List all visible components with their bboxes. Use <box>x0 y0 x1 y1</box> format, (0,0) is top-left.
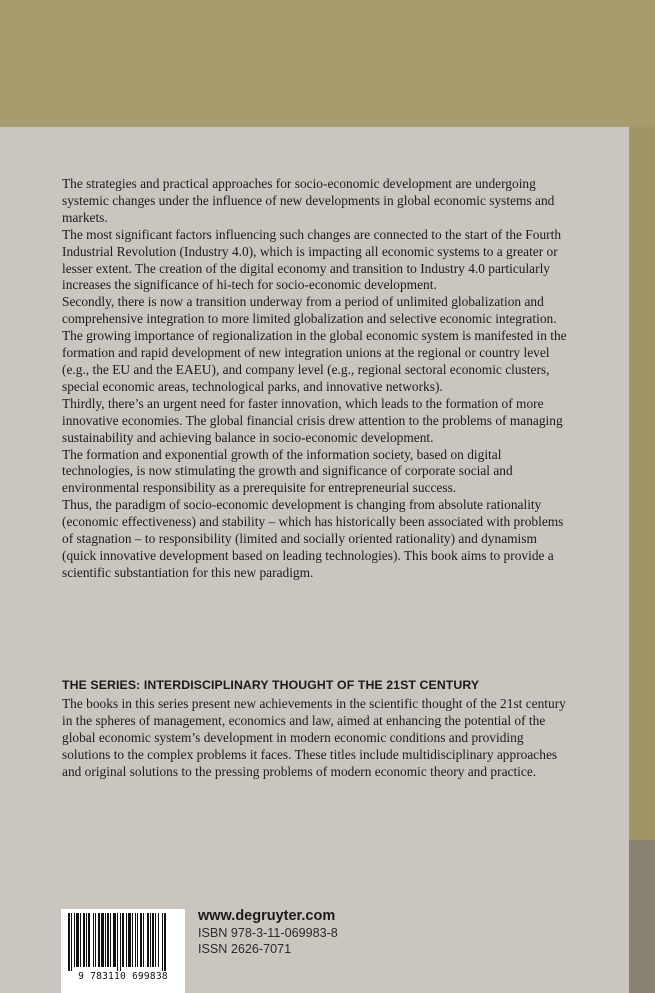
barcode-bar <box>74 913 75 967</box>
barcode-bar <box>155 913 156 967</box>
blurb-text <box>62 176 572 582</box>
barcode-bar <box>113 913 116 967</box>
blurb-paragraph: Thirdly, there’s an urgent need for faster innovation, which leads to the formation of more innovative economies. The global financial crisis drew attention to the problems of managing sustainability and achieving balance in socio-economic development. <box>62 395 563 445</box>
barcode-bar <box>128 913 131 967</box>
isbn-barcode <box>61 909 185 993</box>
barcode-bar <box>93 913 94 967</box>
barcode-bar <box>164 913 166 971</box>
barcode-bar <box>152 913 154 967</box>
barcode-bar <box>71 913 72 971</box>
barcode-bar <box>83 913 85 967</box>
barcode-bar <box>68 913 70 971</box>
barcode-bar <box>110 913 111 967</box>
barcode-bar <box>158 913 159 967</box>
back-cover-panel <box>0 127 629 993</box>
barcode-bar <box>105 913 106 967</box>
barcode-bar <box>86 913 87 967</box>
blurb-paragraph: The strategies and practical approaches for socio-economic development are undergoing systemic changes under the influence of new developments in global economic systems and markets. <box>62 176 555 225</box>
barcode-bar <box>126 913 127 967</box>
barcode-bar <box>137 913 138 967</box>
barcode-bar <box>95 913 96 967</box>
issn-number: ISSN 2626-7071 <box>198 942 292 956</box>
barcode-bar <box>88 913 90 967</box>
barcode-bar <box>80 913 81 967</box>
barcode-bar <box>162 913 163 971</box>
barcode-bar <box>122 913 124 967</box>
barcode-bar <box>150 913 151 967</box>
blurb-paragraph: Thus, the paradigm of socio-economic development is changing from absolute rationality (economic effectiveness) and stability – which has historically been associated with problems of stagnation – to responsibility (limited and socially oriented rationality) and dynamism (quick innovative development based on leading technologies). This book aims to provide a scientific substantiation for this new paradigm. <box>62 497 564 580</box>
publisher-url: www.degruyter.com <box>198 908 336 924</box>
barcode-digits: 9 783110 699838 <box>78 971 168 982</box>
publisher-info <box>198 907 338 957</box>
cover-top-band <box>0 0 655 127</box>
barcode-bar <box>132 913 133 967</box>
barcode-bar <box>76 913 79 967</box>
barcode-bar <box>117 913 118 971</box>
cover-spine-edge-lower <box>629 840 655 993</box>
blurb-paragraph: Secondly, there is now a transition underway from a period of unlimited globalization and comprehensive integration to more limited globalization and selective economic integration. The growing importance of regionalization in the global economic system is manifested in the formation and rapid development of new integration unions at the regional or country level (e.g., the EU and the EAEU), and company level (e.g., regional sectoral economic clusters, special economic areas, technological parks, and innovative networks). <box>62 294 567 394</box>
blurb-paragraph: The formation and exponential growth of the information society, based on digital technologies, is now stimulating the growth and significance of corporate social and environmental responsibility as a prerequisite for entrepreneurial success. <box>62 446 513 496</box>
barcode-bar <box>140 913 142 967</box>
barcode-bar <box>143 913 144 967</box>
blurb-paragraph: The most significant factors influencing such changes are connected to the start of the Fourth Industrial Revolution (Industry 4.0), which is impacting all economic systems to a greater or lesser extent. The creation of the digital economy and transition to Industry 4.0 particularly increases the significance of hi-tech for socio-economic development. <box>62 226 562 293</box>
barcode-bars <box>65 913 181 971</box>
barcode-bar <box>135 913 136 967</box>
series-heading: THE SERIES: INTERDISCIPLINARY THOUGHT OF THE 21ST CENTURY <box>62 678 480 692</box>
barcode-bar <box>120 913 121 971</box>
barcode-bar <box>147 913 149 967</box>
barcode-bar <box>107 913 109 967</box>
series-description: The books in this series present new achievements in the scientific thought of the 21st century in the spheres of management, economics and law, aimed at enhancing the potential of the global economic system’s development in modern economic conditions and providing solutions to the complex problems it faces. These titles include multidisciplinary approaches and original solutions to the pressing problems of modern economic theory and practice. <box>62 696 566 779</box>
isbn-number: ISBN 978-3-11-069983-8 <box>198 926 338 940</box>
barcode-bar <box>98 913 100 967</box>
barcode-bar <box>101 913 104 967</box>
